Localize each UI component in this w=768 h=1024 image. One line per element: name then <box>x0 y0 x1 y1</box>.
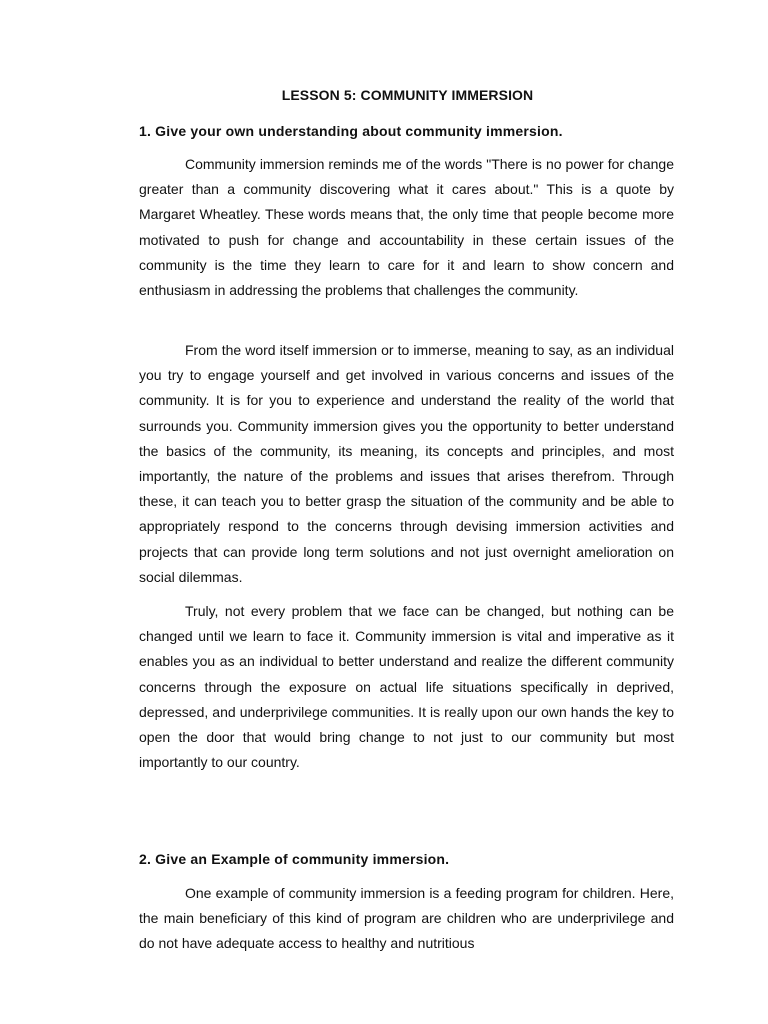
lesson-title: LESSON 5: COMMUNITY IMMERSION <box>281 87 534 103</box>
section-1-paragraph-3: Truly, not every problem that we face can be changed, but nothing can be changed until we learn to face it. Community immersion is vital and imperative as it enables you as an individual to better understand and realize the different community concerns through the exposure on actual life situations specifically in deprived, depressed, and underprivilege communities. It is really upon our own hands the key to open the door that would bring change to not just to our community but most importantly to our country. <box>139 603 674 771</box>
section-1-paragraph-2: From the word itself immersion or to immerse, meaning to say, as an individual you try to engage yourself and get involved in various concerns and issues of the community. It is for you to experience and understand the reality of the world that surrounds you. Community immersion gives you the opportunity to better understand the basics of the community, its meaning, its concepts and principles, and most importantly, the nature of the problems and issues that arises therefrom. Through these, it can teach you to better grasp the situation of the community and be able to appropriately respond to the concerns through devising immersion activities and projects that can provide long term solutions and not just overnight amelioration on social dilemmas. <box>139 342 674 585</box>
section-2-heading: 2. Give an Example of community immersion. <box>139 851 450 867</box>
section-1-heading: 1. Give your own understanding about community immersion. <box>139 123 563 139</box>
section-1-paragraph-1: Community immersion reminds me of the words "There is no power for change greater than a community discovering what it cares about." This is a quote by Margaret Wheatley. These words means that, the only time that people become more motivated to push for change and accountability in these certain issues of the community is the time they learn to care for it and learn to show concern and enthusiasm in addressing the problems that challenges the community. <box>139 156 674 299</box>
section-2-paragraph-1: One example of community immersion is a feeding program for children. Here, the main beneficiary of this kind of program are children who are underprivilege and do not have adequate access to healthy and nutritious <box>139 885 674 952</box>
